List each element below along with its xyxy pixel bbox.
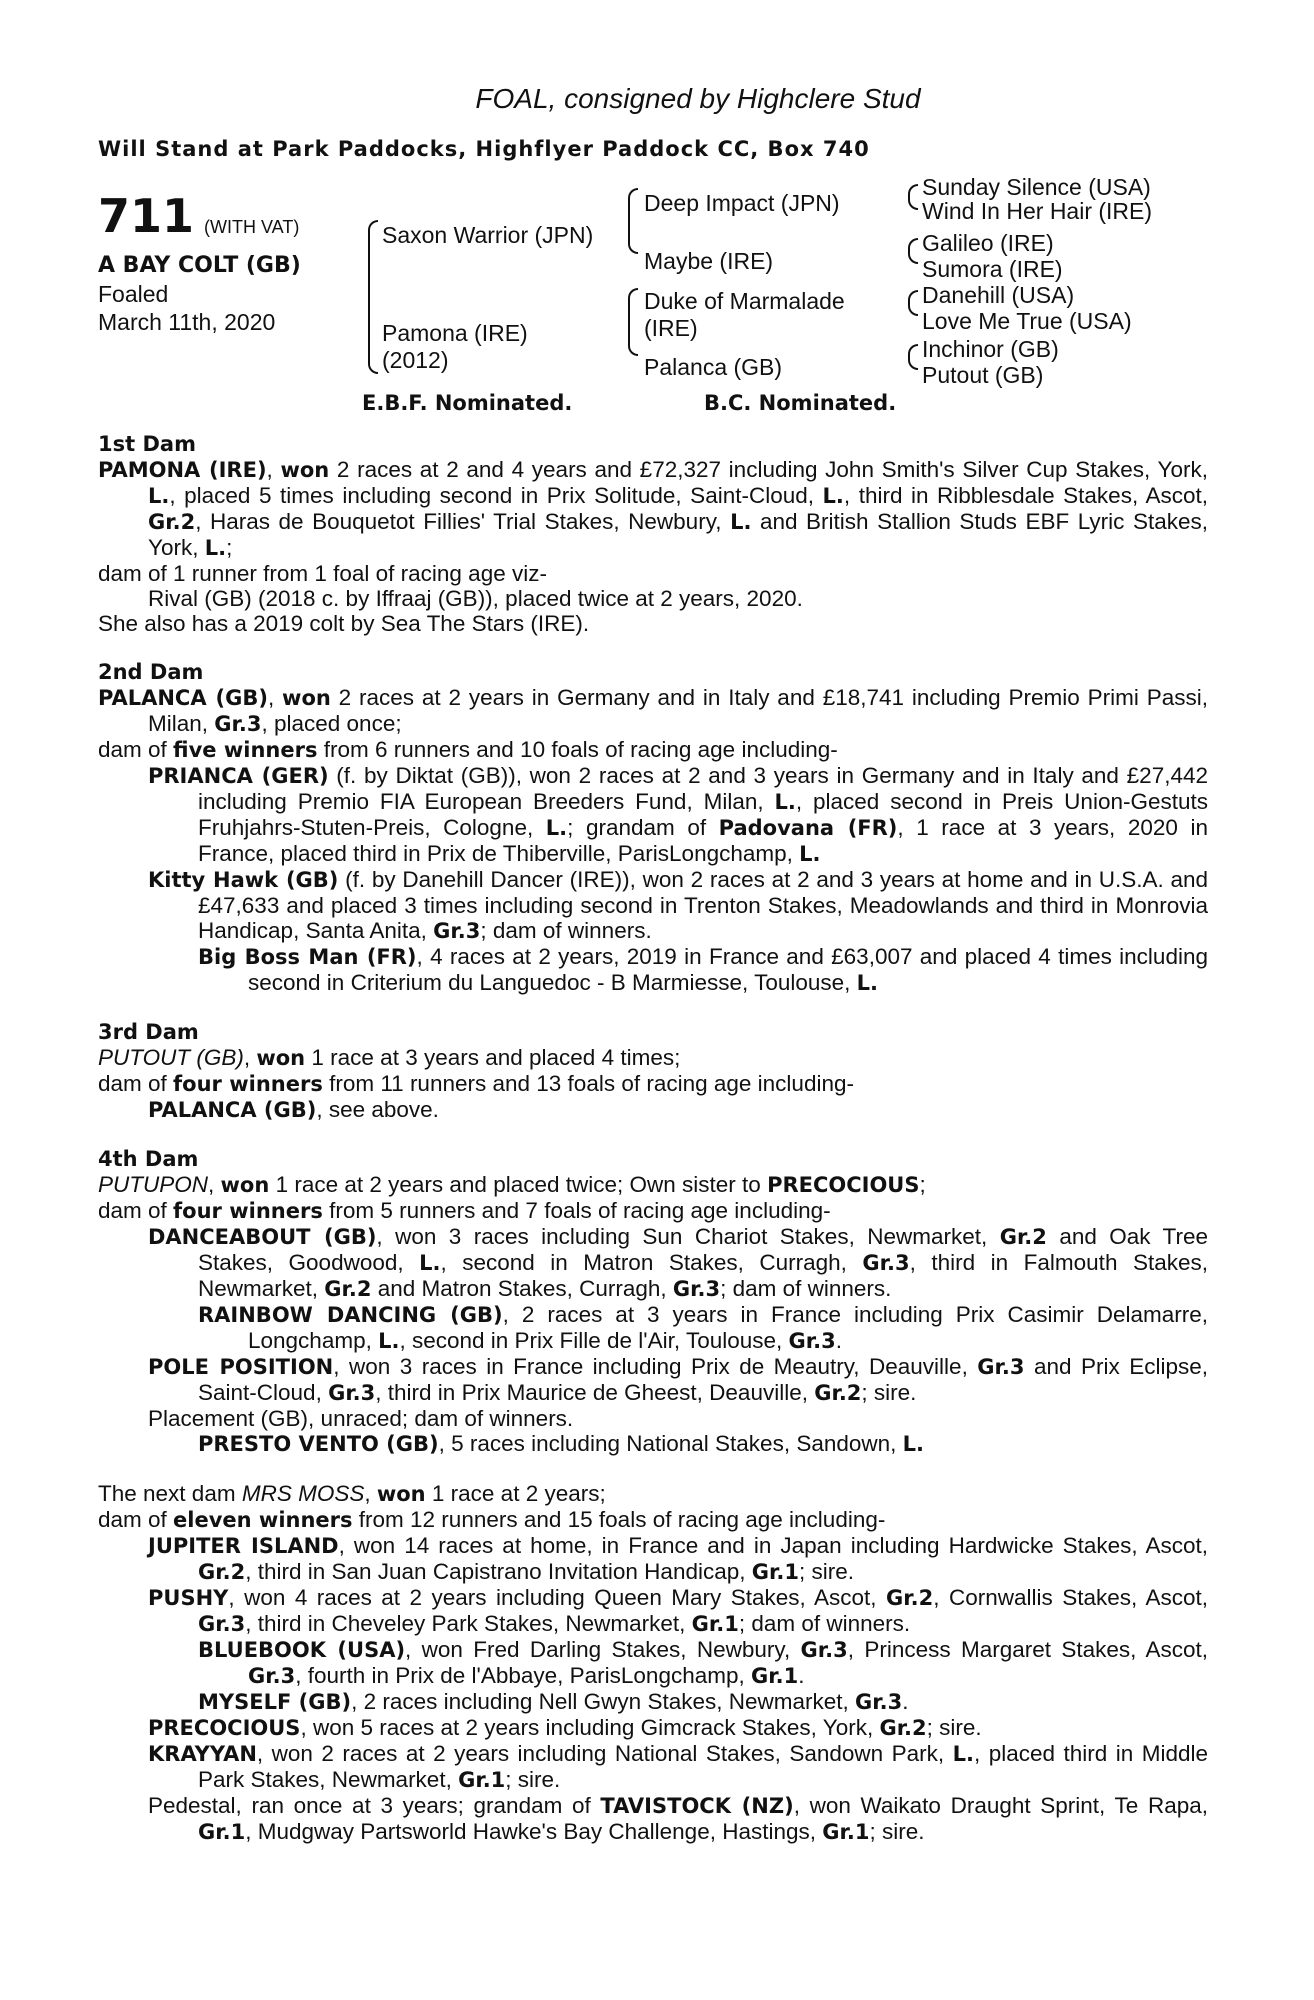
bold-text: PRECOCIOUS [148, 1716, 301, 1740]
entry-text: . [835, 1328, 842, 1353]
bold-text: Gr.2 [148, 510, 196, 534]
pedigree-dam-dam: Palanca (GB) [644, 354, 783, 380]
pedigree-entry [98, 944, 1208, 996]
entry-text: Rival (GB) (2018 c. by Iffraaj (GB)), placed twice at 2 years, 2020. [148, 586, 803, 611]
bold-text: Gr.2 [999, 1225, 1047, 1249]
pedigree-entry [98, 1406, 1208, 1431]
pedigree-entry [98, 1741, 1208, 1793]
bold-text: Gr.1 [458, 1768, 506, 1792]
entry-text: , third in Falmouth Stakes, Newmarket, [198, 1250, 1208, 1301]
entry-text: ; dam of winners. [738, 1611, 911, 1636]
entry-text: ; sire. [798, 1559, 854, 1584]
bold-text: won [376, 1482, 426, 1506]
entry-text: ; sire. [869, 1819, 925, 1844]
bold-text: Gr.3 [800, 1638, 848, 1662]
pedigree-sss: Sunday Silence (USA) [922, 174, 1151, 200]
entry-text: , won 3 races including Sun Chariot Stakes, Newmarket, [376, 1224, 1000, 1249]
bold-text: L. [799, 842, 821, 866]
bold-text: PRESTO VENTO (GB) [198, 1432, 439, 1456]
pedigree-bracket-ss [908, 184, 918, 210]
pedigree-entry [98, 737, 1208, 763]
entry-text: ; dam of winners. [480, 918, 652, 943]
entry-text: , third in San Juan Capistrano Invitation Handicap, [245, 1559, 752, 1584]
dam-section [98, 1147, 1208, 1457]
entry-text: , third in Prix Maurice de Gheest, Deauville, [375, 1380, 815, 1405]
bold-text: PRIANCA (GER) [148, 764, 329, 788]
entry-text: , won 4 races at 2 years including Queen Mary Stakes, Ascot, [228, 1585, 887, 1610]
bold-text: Gr.1 [822, 1820, 870, 1844]
entry-text: ; sire. [505, 1767, 561, 1792]
italic-text: MRS MOSS [241, 1481, 365, 1506]
entry-text: ; sire. [926, 1715, 982, 1740]
entry-text: , [267, 685, 283, 710]
entry-text: , Mudgway Partsworld Hawke's Bay Challenge, Hastings, [245, 1819, 823, 1844]
consignment-line: FOAL, consigned by Highclere Stud [475, 83, 921, 114]
pedigree-dam: Pamona (IRE) [382, 320, 528, 346]
bold-text: PAMONA (IRE) [98, 458, 267, 482]
italic-text: PUTUPON [98, 1172, 209, 1197]
bold-text: Gr.2 [198, 1560, 246, 1584]
entry-text: Placement (GB), unraced; dam of winners. [148, 1406, 574, 1431]
entry-text: , second in Prix Fille de l'Air, Toulouse, [399, 1328, 789, 1353]
vat-note: (WITH VAT) [204, 217, 300, 238]
bold-text: won [220, 1173, 270, 1197]
bold-text: RAINBOW DANCING (GB) [198, 1303, 503, 1327]
pedigree-dam-year: (2012) [382, 347, 449, 373]
lot-header [98, 174, 1208, 420]
bold-text: Gr.2 [879, 1716, 927, 1740]
entry-text: , [208, 1172, 221, 1197]
bold-text: Gr.1 [751, 1560, 799, 1584]
pedigree-entry [98, 1585, 1208, 1637]
bold-text: Gr.1 [751, 1664, 799, 1688]
bold-text: Gr.1 [691, 1612, 739, 1636]
pedigree-entry [98, 586, 1208, 611]
pedigree-entry [98, 1637, 1208, 1689]
pedigree-dam-sire-country: (IRE) [644, 315, 698, 341]
entry-text: from 6 runners and 10 foals of racing age including- [317, 737, 838, 762]
pedigree-bracket-ds [908, 290, 918, 316]
bold-text: PRECOCIOUS [767, 1173, 920, 1197]
pedigree-entry [98, 457, 1208, 561]
entry-text: Pedestal, ran once at 3 years; grandam of [148, 1793, 601, 1818]
bold-text: four winners [173, 1199, 323, 1223]
bc-nominated: B.C. Nominated. [704, 391, 897, 415]
pedigree-dds: Inchinor (GB) [922, 336, 1059, 362]
pedigree-entry [98, 1507, 1208, 1533]
pedigree-entry [98, 1198, 1208, 1224]
pedigree-sds: Galileo (IRE) [922, 230, 1054, 256]
pedigree-dsd: Love Me True (USA) [922, 308, 1132, 334]
foaled-date: March 11th, 2020 [98, 309, 276, 335]
entry-text: dam of [98, 1198, 174, 1223]
bold-text: L. [148, 484, 170, 508]
entry-text: , Cornwallis Stakes, Ascot, [933, 1585, 1208, 1610]
bold-text: L. [545, 816, 568, 840]
pedigree-entry [98, 1172, 1208, 1198]
entry-text: , [243, 1045, 257, 1070]
bold-text: Padovana (FR) [718, 816, 898, 840]
pedigree-bracket-gen1 [368, 220, 378, 374]
entry-text: 1 race at 2 years; [425, 1481, 606, 1506]
bold-text: L. [952, 1742, 974, 1766]
pedigree-entry [98, 1431, 1208, 1457]
pedigree-entry [98, 1793, 1208, 1845]
lot-summary [98, 190, 358, 336]
pedigree-entry [98, 611, 1208, 636]
entry-text: ; [226, 535, 233, 560]
entry-text: ; sire. [861, 1380, 917, 1405]
entry-text: (f. by Danehill Dancer (IRE)), won 2 races at 2 and 3 years at home and in U.S.A. and £47,633 and placed 3 times including second in Trenton Stakes, Meadowlands and third in Monrovia Handicap, Santa Anita, [198, 867, 1208, 943]
bold-text: POLE POSITION [148, 1355, 334, 1379]
pedigree-bracket-sd [908, 238, 918, 264]
bold-text: Gr.3 [328, 1381, 376, 1405]
entry-text: and Matron Stakes, Curragh, [371, 1276, 673, 1301]
entry-text: , 5 races including National Stakes, Sandown, [438, 1431, 903, 1456]
bold-text: PALANCA (GB) [148, 1098, 317, 1122]
pedigree-ddd: Putout (GB) [922, 362, 1044, 388]
bold-text: Gr.3 [862, 1251, 910, 1275]
entry-text: from 11 runners and 13 foals of racing age including- [322, 1071, 854, 1096]
bold-text: Gr.3 [788, 1329, 836, 1353]
pedigree-entry [98, 1689, 1208, 1715]
bold-text: PALANCA (GB) [98, 686, 268, 710]
entry-text: , won Fred Darling Stakes, Newbury, [405, 1637, 801, 1662]
bold-text: L. [419, 1251, 441, 1275]
pedigree-entry [98, 1071, 1208, 1097]
catalogue-page [98, 82, 1208, 1845]
entry-text: and Prix Eclipse, Saint-Cloud, [198, 1354, 1208, 1405]
bold-text: Gr.1 [198, 1820, 246, 1844]
entry-text: from 12 runners and 15 foals of racing age including- [352, 1507, 886, 1532]
entry-text: , [266, 457, 281, 482]
dam-sections [98, 432, 1208, 1845]
pedigree-bracket-sire [628, 188, 638, 254]
pedigree-entry [98, 1224, 1208, 1302]
entry-text: (f. by Diktat (GB)), won 2 races at 2 and 3 years in Germany and in Italy and £27,442 including Premio FIA European Breeders Fund, Milan, [198, 763, 1208, 814]
entry-text: , 4 races at 2 years, 2019 in France and £63,007 and placed 4 times including second in Criterium du Languedoc - B Marmiesse, Toulouse, [248, 944, 1208, 995]
bold-text: Kitty Hawk (GB) [148, 868, 339, 892]
pedigree-sire-dam: Maybe (IRE) [644, 248, 774, 274]
pedigree-entry [98, 685, 1208, 737]
bold-text: Gr.2 [886, 1586, 934, 1610]
entry-text: , see above. [316, 1097, 439, 1122]
bold-text: L. [774, 790, 796, 814]
entry-text: , fourth in Prix de l'Abbaye, ParisLongchamp, [295, 1663, 751, 1688]
pedigree-bracket-dam [628, 288, 638, 356]
pedigree-dss: Danehill (USA) [922, 282, 1075, 308]
pedigree-sire: Saxon Warrior (JPN) [382, 222, 594, 248]
ebf-nominated: E.B.F. Nominated. [362, 391, 573, 415]
pedigree-sdd: Sumora (IRE) [922, 256, 1063, 282]
bold-text: MYSELF (GB) [198, 1690, 352, 1714]
bold-text: L. [822, 484, 844, 508]
bold-text: Gr.3 [198, 1612, 246, 1636]
entry-text: ; [919, 1172, 926, 1197]
bold-text: Gr.2 [324, 1277, 372, 1301]
dam-section [98, 1481, 1208, 1845]
bold-text: L. [902, 1432, 925, 1456]
bold-text: Gr.3 [672, 1277, 721, 1301]
dam-heading: 1st Dam [98, 432, 196, 456]
entry-text: . [902, 1689, 909, 1714]
bold-text: Gr.3 [977, 1355, 1025, 1379]
entry-text: She also has a 2019 colt by Sea The Stars (IRE). [98, 611, 590, 636]
entry-text: , second in Matron Stakes, Curragh, [440, 1250, 863, 1275]
foaled-label: Foaled [98, 281, 169, 307]
pedigree-entry [98, 1715, 1208, 1741]
entry-text: 1 race at 3 years and placed 4 times; [305, 1045, 681, 1070]
bold-text: L. [730, 510, 752, 534]
bold-text: Gr.3 [433, 919, 481, 943]
pedigree-ssd: Wind In Her Hair (IRE) [922, 198, 1153, 224]
entry-text: ; grandam of [567, 815, 719, 840]
dam-section [98, 1020, 1208, 1123]
pedigree-entry [98, 561, 1208, 586]
pedigree-entry [98, 1097, 1208, 1123]
bold-text: Gr.2 [814, 1381, 862, 1405]
bold-text: Gr.3 [855, 1690, 903, 1714]
entry-text: , Haras de Bouquetot Fillies' Trial Stakes, Newbury, [195, 509, 731, 534]
entry-text: , placed third in Middle Park Stakes, Newmarket, [198, 1741, 1208, 1792]
entry-text: , [364, 1481, 377, 1506]
bold-text: five winners [173, 738, 318, 762]
bold-text: JUPITER ISLAND [148, 1534, 339, 1558]
entry-text: dam of [98, 737, 174, 762]
bold-text: L. [204, 536, 227, 560]
lot-number: 711 [98, 189, 195, 243]
pedigree-entry [98, 1481, 1208, 1507]
entry-text: , 2 races at 3 years in France including Prix Casimir Delamarre, Longchamp, [248, 1302, 1208, 1353]
bold-text: won [256, 1046, 306, 1070]
bold-text: TAVISTOCK (NZ) [600, 1794, 794, 1818]
entry-text: and British Stallion Studs EBF Lyric Stakes, York, [148, 509, 1208, 560]
stand-location: Will Stand at Park Paddocks, Highflyer Paddock CC, Box 740 [98, 137, 870, 161]
dam-heading: 2nd Dam [98, 660, 204, 684]
pedigree-bracket-dd [908, 344, 918, 370]
entry-text: 2 races at 2 years in Germany and in Italy and £18,741 including Premio Primi Passi, Milan, [148, 685, 1208, 736]
entry-text: dam of [98, 1507, 174, 1532]
dam-heading: 3rd Dam [98, 1020, 199, 1044]
pedigree-sire-sire: Deep Impact (JPN) [644, 190, 840, 216]
entry-text: , 2 races including Nell Gwyn Stakes, Newmarket, [351, 1689, 856, 1714]
pedigree-entry [98, 1533, 1208, 1585]
bold-text: Big Boss Man (FR) [198, 945, 417, 969]
entry-text: The next dam [98, 1481, 242, 1506]
entry-text: , won 5 races at 2 years including Gimcrack Stakes, York, [300, 1715, 880, 1740]
entry-text: from 5 runners and 7 foals of racing age including- [322, 1198, 831, 1223]
bold-text: four winners [173, 1072, 323, 1096]
bold-text: Gr.3 [214, 712, 262, 736]
pedigree-entry [98, 1354, 1208, 1406]
entry-text: . [798, 1663, 805, 1688]
bold-text: won [280, 458, 330, 482]
dam-heading: 4th Dam [98, 1147, 199, 1171]
entry-text: 2 races at 2 and 4 years and £72,327 including John Smith's Silver Cup Stakes, York, [329, 457, 1208, 482]
bold-text: won [282, 686, 331, 710]
bold-text: Gr.3 [248, 1664, 296, 1688]
entry-text: , won 3 races in France including Prix de Meautry, Deauville, [333, 1354, 978, 1379]
pedigree-entry [98, 1045, 1208, 1071]
bold-text: eleven winners [173, 1508, 353, 1532]
entry-text: , won 14 races at home, in France and in Japan including Hardwicke Stakes, Ascot, [338, 1533, 1208, 1558]
pedigree-entry [98, 763, 1208, 867]
lot-description: A BAY COLT (GB) [98, 253, 301, 278]
pedigree-entry [98, 1302, 1208, 1354]
bold-text: PUSHY [148, 1586, 229, 1610]
entry-text: , won 2 races at 2 years including National Stakes, Sandown Park, [256, 1741, 953, 1766]
bold-text: KRAYYAN [148, 1742, 257, 1766]
entry-text: , placed once; [261, 711, 402, 736]
pedigree-entry [98, 867, 1208, 944]
entry-text: ; dam of winners. [720, 1276, 892, 1301]
dam-section [98, 432, 1208, 636]
italic-text: PUTOUT (GB) [98, 1045, 244, 1070]
bold-text: DANCEABOUT (GB) [148, 1225, 377, 1249]
entry-text: , placed second in Preis Union-Gestuts Fruhjahrs-Stuten-Preis, Cologne, [198, 789, 1208, 840]
bold-text: BLUEBOOK (USA) [198, 1638, 406, 1662]
bold-text: L. [856, 971, 879, 995]
entry-text: dam of 1 runner from 1 foal of racing age viz- [98, 561, 547, 586]
entry-text: dam of [98, 1071, 174, 1096]
bold-text: L. [378, 1329, 400, 1353]
entry-text: , Princess Margaret Stakes, Ascot, [847, 1637, 1208, 1662]
entry-text: 1 race at 2 years and placed twice; Own sister to [269, 1172, 768, 1197]
entry-text: , 1 race at 3 years, 2020 in France, placed third in Prix de Thiberville, ParisLongchamp, [198, 815, 1208, 866]
entry-text: , third in Ribblesdale Stakes, Ascot, [843, 483, 1209, 508]
pedigree-dam-sire: Duke of Marmalade [644, 288, 845, 314]
entry-text: , placed 5 times including second in Prix Solitude, Saint-Cloud, [169, 483, 823, 508]
entry-text: , won Waikato Draught Sprint, Te Rapa, [793, 1793, 1208, 1818]
entry-text: , third in Cheveley Park Stakes, Newmarket, [245, 1611, 692, 1636]
entry-text: and Oak Tree Stakes, Goodwood, [198, 1224, 1208, 1275]
dam-section [98, 660, 1208, 996]
